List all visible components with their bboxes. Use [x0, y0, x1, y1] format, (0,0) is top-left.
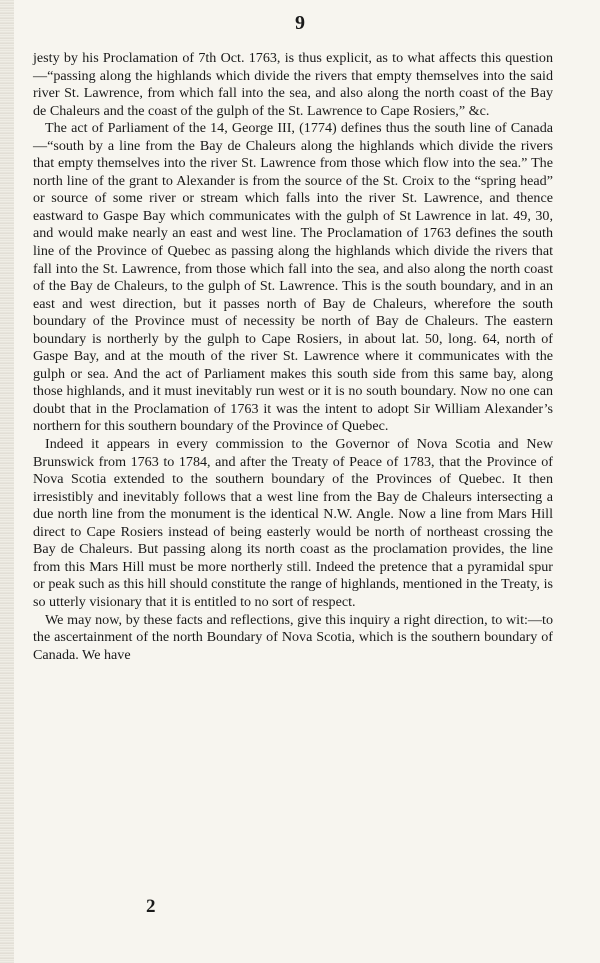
paragraph-4: We may now, by these facts and reflections, give this inquiry a right direction, to wit:—to the ascertainment of the north Boundary of Nova Scotia, which is the southern boundary of Canada. We have [33, 611, 553, 663]
paragraph-2: The act of Parliament of the 14, George III, (1774) defines thus the south line of Canada—“south by a line from the Bay de Chaleurs along the highlands which divide the rivers that empty themselves into the river St. Lawrence from those which flow into the sea.” The north line of the grant to Alexander is from the source of the St. Croix to the “spring head” or source of some river or stream which falls into the river St. Lawrence, and thence eastward to Gaspe Bay which communicates with the gulph of St Lawrence in lat. 49, 30, and would make nearly an east and west line. The Proclamation of 1763 defines the south line of the Province of Quebec as passing along the highlands which divide the rivers that fall into the St. Lawrence, from those which fall into the sea, and also along the north coast of the Bay de Chaleurs, to the gulph of St. Lawrence. This is the south boundary, and in an east and west direction, but it passes north of Bay de Chaleurs, wherefore the south boundary of the Province must of necessity be north of Bay de Chaleurs. The eastern boundary is northerly by the gulph to Cape Rosiers, in about lat. 50, long. 64, north of Gaspe Bay, and at the mouth of the river St. Lawrence where it communicates with the gulph or sea. And the act of Parliament makes this south side from this same bay, along those highlands, and it must inevitably run west or it is no south boundary. Now no one can doubt that in the Proclamation of 1763 it was the intent to adopt Sir William Alexander’s northern for this southern boundary of the Province of Quebec. [33, 120, 553, 435]
paragraph-3: Indeed it appears in every commission to the Governor of Nova Scotia and New Brunswick from 1763 to 1784, and after the Treaty of Peace of 1783, that the Province of Nova Scotia extended to the southern boundary of the Provinces of Quebec. It then irresistibly and inevitably follows that a west line from the Bay de Chaleurs intersecting a due north line from the monument is the identical N.W. Angle. Now a line from Mars Hill direct to Cape Rosiers instead of being easterly would be north of northeast crossing the Bay de Chaleurs. But passing along its north coast as the proclamation provides, the line from this Mars Hill must be more northerly still. Indeed the pretence that a pyramidal spur or peak such as this hill should constitute the range of highlands, mentioned in the Treaty, is so utterly visionary that it is entitled to no sort of respect. [33, 436, 553, 610]
page-edge [0, 0, 14, 963]
body-text [33, 50, 553, 664]
signature-mark: 2 [146, 896, 156, 917]
paragraph-1: jesty by his Proclamation of 7th Oct. 1763, is thus explicit, as to what affects this question—“passing along the highlands which divide the rivers that empty themselves into the said river St. Lawrence, from which fall into the sea, and also along the north coast of the Bay de Chaleurs and the coast of the gulph of the St. Lawrence to Cape Rosiers,” &c. [33, 50, 553, 119]
page-number: 9 [295, 12, 305, 34]
